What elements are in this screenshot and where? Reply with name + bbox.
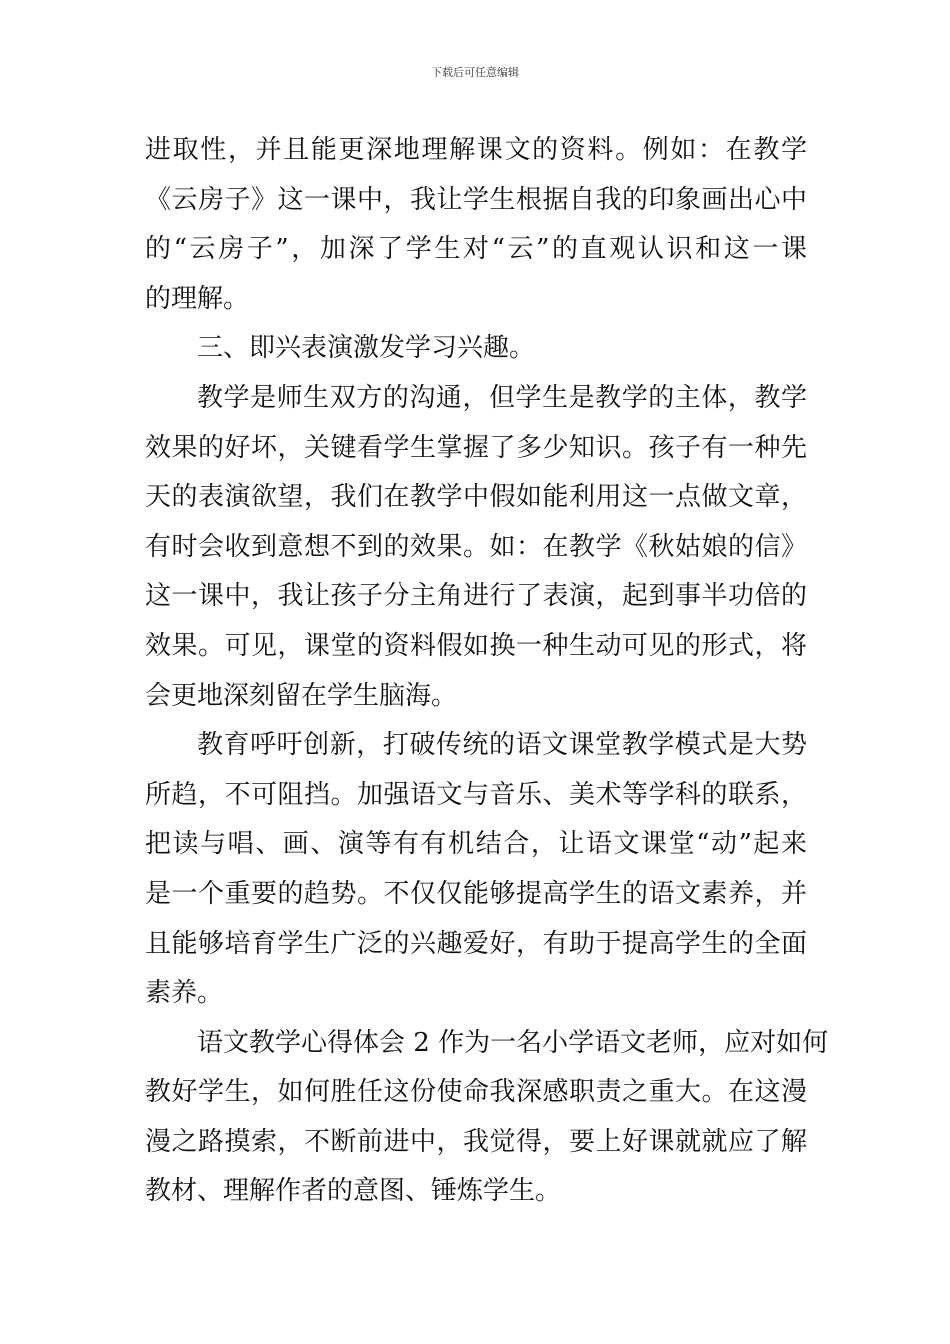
text-line: 教学是师生双方的沟通，但学生是教学的主体，教学 (197, 382, 807, 413)
text-line: 天的表演欲望，我们在教学中假如能利用这一点做文章， (145, 482, 807, 513)
text-line: 《云房子》这一课中，我让学生根据自我的印象画出心中 (145, 184, 807, 215)
text-line: 是一个重要的趋势。不仅仅能够提高学生的语文素养，并 (145, 878, 807, 909)
text-line: 所趋，不可阻挡。加强语文与音乐、美术等学科的联系， (145, 779, 807, 810)
text-line: 效果的好坏，关键看学生掌握了多少知识。孩子有一种先 (145, 432, 807, 463)
text-line: 进取性，并且能更深地理解课文的资料。例如：在教学 (145, 135, 807, 165)
text-line: 把读与唱、画、演等有有机结合，让语文课堂“动”起来 (145, 829, 807, 860)
text-line: 且能够培育学生广泛的兴趣爱好，有助于提高学生的全面 (145, 928, 807, 959)
text-line: 教材、理解作者的意图、锤炼学生。 (145, 1176, 562, 1207)
document-body (145, 126, 829, 1217)
text-line: 的理解。 (145, 283, 250, 314)
text-line: 教育呼吁创新，打破传统的语文课堂教学模式是大势 (197, 730, 807, 761)
text-line: 漫之路摸索，不断前进中，我觉得，要上好课就就应了解 (145, 1126, 807, 1157)
text-line: 的“云房子”，加深了学生对“云”的直观认识和这一课 (145, 234, 807, 265)
text-line: 素养。 (145, 978, 224, 1009)
page-header-note: 下载后可任意编辑 (431, 66, 519, 79)
text-line: 效果。可见，课堂的资料假如换一种生动可见的形式，将 (145, 630, 807, 661)
text-line: 教好学生，如何胜任这份使命我深感职责之重大。在这漫 (145, 1077, 807, 1108)
section-heading: 三、即兴表演激发学习兴趣。 (197, 333, 536, 364)
text-line: 有时会收到意想不到的效果。如：在教学《秋姑娘的信》 (145, 531, 807, 562)
text-line: 会更地深刻留在学生脑海。 (145, 680, 458, 711)
text-line: 这一课中，我让孩子分主角进行了表演，起到事半功倍的 (145, 581, 807, 612)
text-line: 语文教学心得体会 2 作为一名小学语文老师，应对如何 (197, 1027, 829, 1058)
